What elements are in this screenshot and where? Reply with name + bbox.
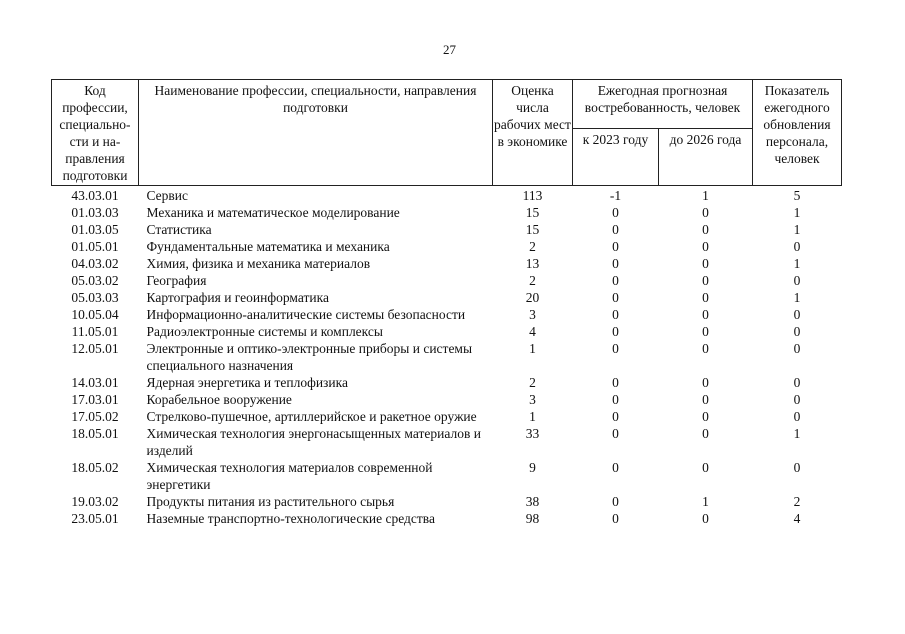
cell-code: 01.03.03 <box>71 205 119 220</box>
table-row <box>52 323 842 340</box>
cell-jobs: 113 <box>522 188 543 203</box>
cell-forecast-2023: 0 <box>612 511 619 526</box>
cell-jobs: 2 <box>529 239 536 254</box>
table-row <box>52 459 842 493</box>
cell-forecast-2023: 0 <box>612 205 619 220</box>
cell-code: 05.03.02 <box>71 273 119 288</box>
cell-forecast-2023: 0 <box>612 392 619 407</box>
cell-code: 04.03.02 <box>71 256 119 271</box>
cell-jobs: 1 <box>529 409 536 424</box>
cell-code: 05.03.03 <box>71 290 119 305</box>
cell-renewal: 0 <box>793 375 801 390</box>
cell-jobs: 3 <box>529 392 536 407</box>
cell-name: Статистика <box>146 222 212 237</box>
cell-forecast-2023: 0 <box>612 256 619 271</box>
cell-forecast-2023: 0 <box>612 273 619 288</box>
table-row <box>52 391 842 408</box>
header-renewal: Показатель ежегодного обновления персонала, человек <box>753 80 842 186</box>
cell-name: Корабельное вооружение <box>146 392 292 407</box>
cell-renewal: 1 <box>793 222 801 237</box>
table-row <box>52 425 842 459</box>
cell-jobs: 15 <box>525 205 540 220</box>
cell-renewal: 0 <box>793 239 801 254</box>
cell-renewal: 5 <box>793 188 801 203</box>
cell-jobs: 4 <box>529 324 536 339</box>
table-row <box>52 408 842 425</box>
cell-renewal: 1 <box>793 205 801 220</box>
cell-forecast-2026: 0 <box>702 409 709 424</box>
cell-code: 10.05.04 <box>71 307 119 322</box>
table-body <box>52 186 842 528</box>
cell-name: Стрелково-пушечное, артиллерийское и ракетное оружие <box>146 409 477 424</box>
cell-forecast-2026: 0 <box>702 256 709 271</box>
cell-forecast-2023: 0 <box>612 460 619 475</box>
cell-forecast-2023: 0 <box>612 222 619 237</box>
cell-jobs: 13 <box>525 256 540 271</box>
cell-renewal: 0 <box>793 460 801 475</box>
table-row <box>52 255 842 272</box>
cell-name: Химическая технология материалов современной энергетики <box>146 460 433 492</box>
cell-code: 23.05.01 <box>71 511 119 526</box>
cell-renewal: 1 <box>793 426 801 441</box>
cell-code: 17.05.02 <box>71 409 119 424</box>
cell-forecast-2026: 0 <box>702 239 709 254</box>
header-jobs: Оценка числа рабочих мест в экономике <box>493 80 573 186</box>
table-row <box>52 493 842 510</box>
cell-name: Продукты питания из растительного сырья <box>146 494 395 509</box>
cell-renewal: 0 <box>793 273 801 288</box>
cell-forecast-2026: 0 <box>702 273 709 288</box>
cell-code: 14.03.01 <box>71 375 119 390</box>
cell-code: 01.05.01 <box>71 239 119 254</box>
cell-forecast-2023: 0 <box>612 341 619 356</box>
cell-name: Электронные и оптико-электронные приборы и системы специального назначения <box>146 341 473 373</box>
cell-name: Сервис <box>146 188 189 203</box>
cell-code: 18.05.02 <box>71 460 119 475</box>
cell-forecast-2023: -1 <box>609 188 622 203</box>
cell-name: Информационно-аналитические системы безопасности <box>146 307 466 322</box>
cell-name: География <box>146 273 207 288</box>
cell-forecast-2026: 0 <box>702 341 709 356</box>
table-row <box>52 289 842 306</box>
table-row <box>52 238 842 255</box>
table-row <box>52 374 842 391</box>
cell-code: 17.03.01 <box>71 392 119 407</box>
cell-forecast-2026: 0 <box>702 460 709 475</box>
header-code: Код профессии, специально-сти и на-правления подготовки <box>52 80 139 186</box>
cell-renewal: 0 <box>793 341 801 356</box>
table-row <box>52 221 842 238</box>
cell-code: 12.05.01 <box>71 341 119 356</box>
table-row <box>52 272 842 289</box>
cell-code: 11.05.01 <box>71 324 119 339</box>
cell-renewal: 2 <box>793 494 801 509</box>
cell-jobs: 38 <box>525 494 540 509</box>
cell-name: Наземные транспортно-технологические средства <box>146 511 435 526</box>
professions-table <box>51 79 842 527</box>
cell-forecast-2026: 0 <box>702 307 709 322</box>
cell-forecast-2026: 0 <box>702 205 709 220</box>
cell-forecast-2026: 0 <box>702 426 709 441</box>
cell-jobs: 20 <box>525 290 540 305</box>
cell-name: Фундаментальные математика и механика <box>146 239 390 254</box>
table-row <box>52 306 842 323</box>
header-forecast-2026: до 2026 года <box>659 129 753 186</box>
cell-jobs: 2 <box>529 375 536 390</box>
table-row <box>52 204 842 221</box>
header-name: Наименование профессии, специальности, направления подготовки <box>139 80 493 186</box>
cell-forecast-2023: 0 <box>612 494 619 509</box>
page-number: 27 <box>443 42 456 57</box>
table-row <box>52 510 842 527</box>
cell-forecast-2026: 0 <box>702 392 709 407</box>
cell-jobs: 9 <box>529 460 536 475</box>
cell-forecast-2026: 1 <box>702 188 709 203</box>
cell-name: Радиоэлектронные системы и комплексы <box>146 324 383 339</box>
cell-renewal: 4 <box>793 511 801 526</box>
cell-jobs: 3 <box>529 307 536 322</box>
table-row <box>52 186 842 205</box>
cell-forecast-2023: 0 <box>612 307 619 322</box>
cell-name: Картография и геоинформатика <box>146 290 329 305</box>
cell-jobs: 98 <box>525 511 540 526</box>
cell-forecast-2026: 0 <box>702 222 709 237</box>
cell-name: Механика и математическое моделирование <box>146 205 400 220</box>
cell-renewal: 1 <box>793 290 801 305</box>
cell-forecast-2026: 0 <box>702 290 709 305</box>
cell-code: 01.03.05 <box>71 222 119 237</box>
cell-forecast-2023: 0 <box>612 409 619 424</box>
cell-forecast-2026: 0 <box>702 511 709 526</box>
cell-forecast-2026: 0 <box>702 324 709 339</box>
cell-name: Ядерная энергетика и теплофизика <box>146 375 348 390</box>
cell-renewal: 0 <box>793 409 801 424</box>
cell-name: Химическая технология энергонасыщенных материалов и изделий <box>146 426 481 458</box>
cell-forecast-2026: 1 <box>702 494 709 509</box>
cell-forecast-2023: 0 <box>612 375 619 390</box>
header-forecast-group: Ежегодная прогнозная востребованность, человек <box>573 80 753 129</box>
cell-renewal: 1 <box>793 256 801 271</box>
cell-renewal: 0 <box>793 392 801 407</box>
cell-forecast-2023: 0 <box>612 239 619 254</box>
cell-jobs: 2 <box>529 273 536 288</box>
cell-forecast-2026: 0 <box>702 375 709 390</box>
cell-jobs: 1 <box>529 341 536 356</box>
cell-renewal: 0 <box>793 324 801 339</box>
cell-forecast-2023: 0 <box>612 324 619 339</box>
cell-code: 43.03.01 <box>71 188 119 203</box>
header-forecast-2023: к 2023 году <box>573 129 659 186</box>
cell-forecast-2023: 0 <box>612 290 619 305</box>
cell-renewal: 0 <box>793 307 801 322</box>
cell-jobs: 33 <box>525 426 540 441</box>
cell-jobs: 15 <box>525 222 540 237</box>
cell-name: Химия, физика и механика материалов <box>146 256 371 271</box>
table-row <box>52 340 842 374</box>
cell-forecast-2023: 0 <box>612 426 619 441</box>
cell-code: 18.05.01 <box>71 426 119 441</box>
cell-code: 19.03.02 <box>71 494 119 509</box>
